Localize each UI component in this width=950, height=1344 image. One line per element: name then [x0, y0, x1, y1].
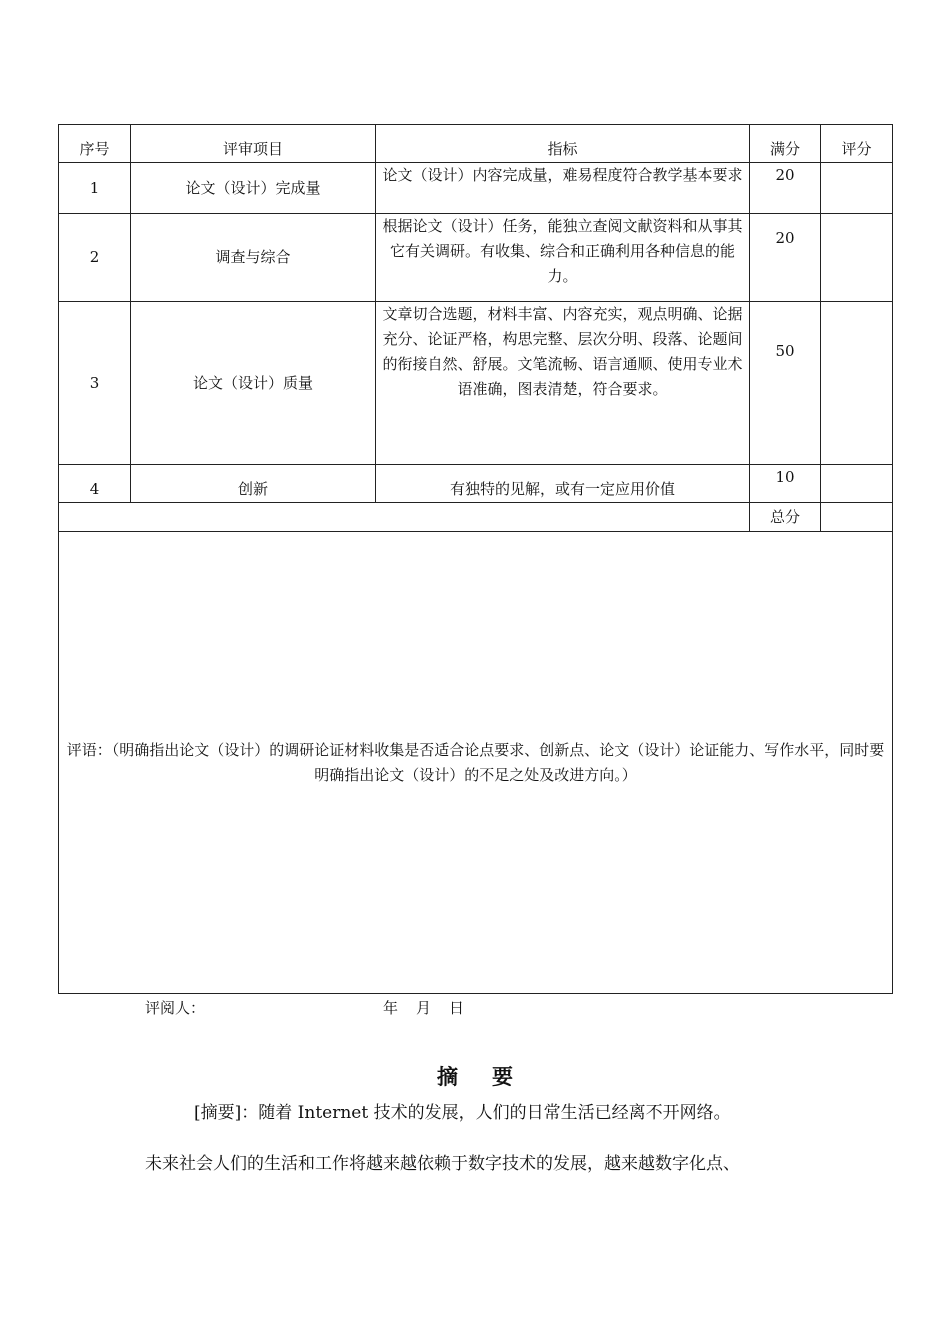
date-year: 年 — [383, 999, 399, 1017]
row-score-input[interactable] — [821, 163, 893, 214]
row-no: 1 — [59, 163, 131, 214]
total-score-input[interactable] — [821, 503, 893, 532]
row-no: 2 — [59, 214, 131, 302]
table-row — [59, 163, 893, 214]
abstract-title-char-1: 摘 — [437, 1064, 458, 1089]
row-indicator: 有独特的见解，或有一定应用价值 — [376, 465, 750, 503]
row-item: 论文（设计）完成量 — [131, 163, 376, 214]
header-score: 评分 — [821, 125, 893, 163]
abstract-title — [0, 1063, 950, 1091]
table-row — [59, 302, 893, 465]
table-row — [59, 465, 893, 503]
row-score-input[interactable] — [821, 214, 893, 302]
evaluation-table — [58, 124, 893, 994]
date-month: 月 — [416, 999, 432, 1017]
header-indicator: 指标 — [376, 125, 750, 163]
abstract-line-2: 未来社会人们的生活和工作将越来越依赖于数字技术的发展，越来越数字化点、 — [145, 1154, 740, 1174]
row-indicator: 文章切合选题，材料丰富、内容充实，观点明确、论据充分、论证严格，构思完整、层次分明、段落、论题间的衔接自然、舒展。文笔流畅、语言通顺、使用专业术语准确，图表清楚，符合要求。 — [376, 302, 750, 465]
comment-text: 评语：（明确指出论文（设计）的调研论证材料收集是否适合论点要求、创新点、论文（设计）论证能力、写作水平，同时要明确指出论文（设计）的不足之处及改进方向。） — [59, 532, 893, 994]
total-blank — [59, 503, 750, 532]
row-item: 论文（设计）质量 — [131, 302, 376, 465]
date-line — [383, 996, 482, 1020]
row-item: 创新 — [131, 465, 376, 503]
row-no: 3 — [59, 302, 131, 465]
abstract-line-1: [摘要]：随着 Internet 技术的发展，人们的日常生活已经离不开网络。 — [194, 1103, 731, 1123]
reviewer-label: 评阅人： — [145, 999, 206, 1017]
header-item: 评审项目 — [131, 125, 376, 163]
row-indicator: 根据论文（设计）任务，能独立查阅文献资料和从事其它有关调研。有收集、综合和正确利用各种信息的能力。 — [376, 214, 750, 302]
row-score-input[interactable] — [821, 465, 893, 503]
abstract-title-char-2: 要 — [492, 1064, 513, 1089]
row-score-input[interactable] — [821, 302, 893, 465]
row-full-score: 10 — [750, 465, 821, 503]
row-full-score: 50 — [750, 302, 821, 465]
table-header-row — [59, 125, 893, 163]
row-item: 调查与综合 — [131, 214, 376, 302]
row-no: 4 — [59, 465, 131, 503]
row-indicator: 论文（设计）内容完成量，难易程度符合教学基本要求 — [376, 163, 750, 214]
row-full-score: 20 — [750, 214, 821, 302]
total-label: 总分 — [750, 503, 821, 532]
date-day: 日 — [449, 999, 465, 1017]
header-no: 序号 — [59, 125, 131, 163]
total-row — [59, 503, 893, 532]
comment-row — [59, 532, 893, 994]
header-full-score: 满分 — [750, 125, 821, 163]
row-full-score: 20 — [750, 163, 821, 214]
table-row — [59, 214, 893, 302]
